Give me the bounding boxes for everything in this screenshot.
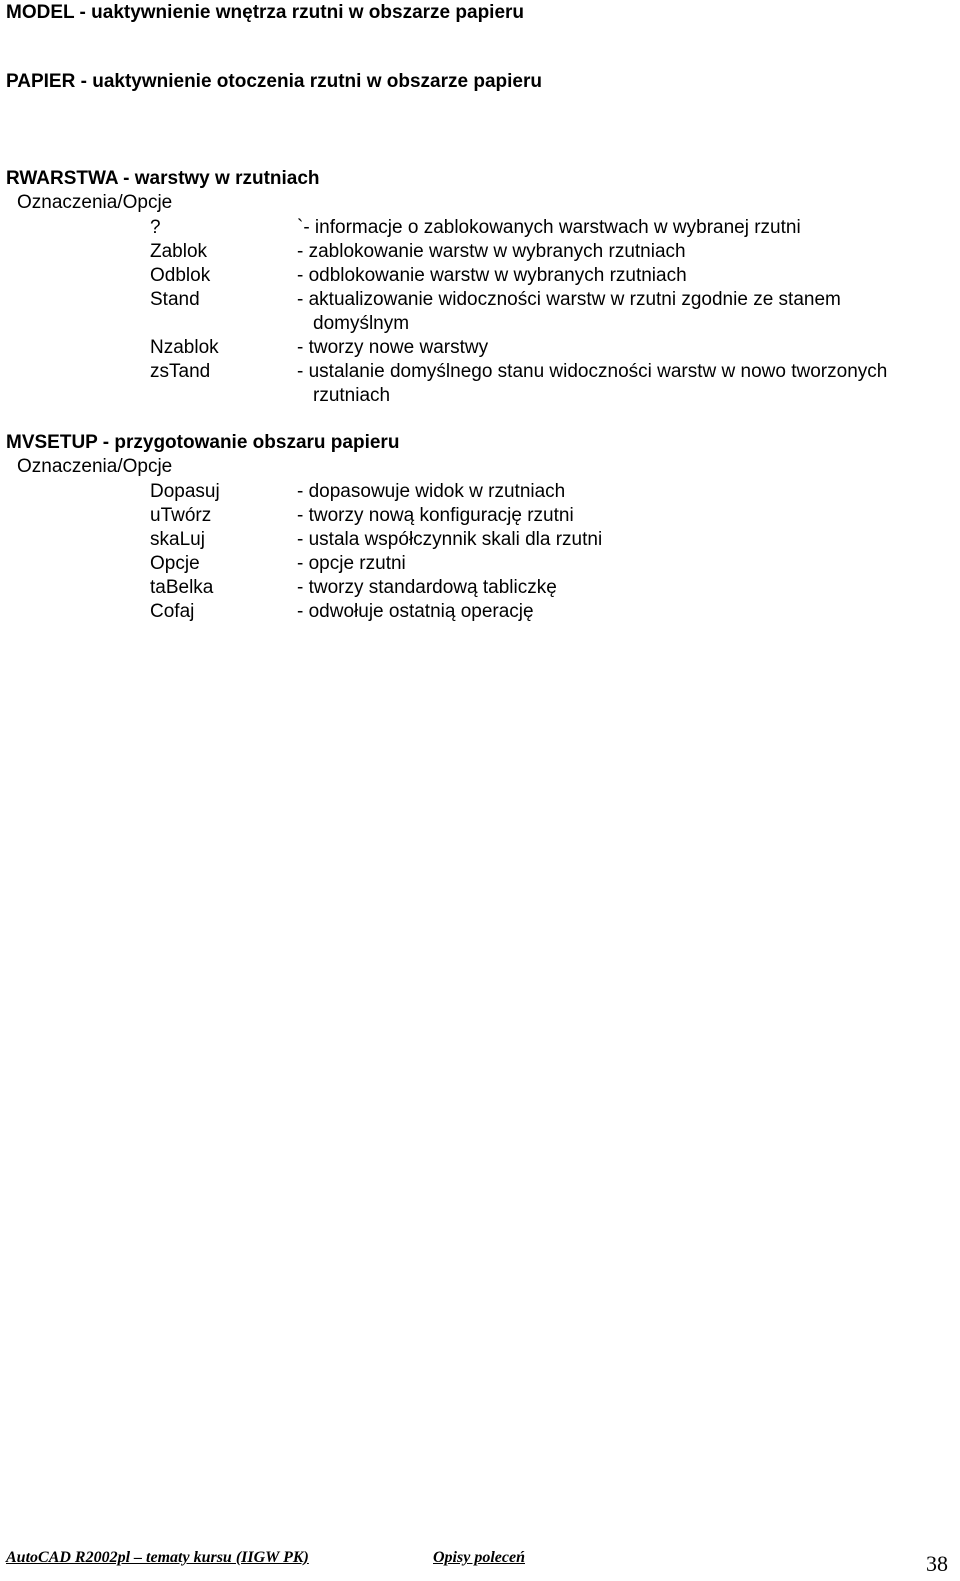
mvsetup-option-key: taBelka	[150, 577, 214, 598]
mvsetup-option-key: Opcje	[150, 553, 200, 574]
heading-papier: PAPIER - uaktywnienie otoczenia rzutni w obszarze papieru	[6, 71, 542, 92]
rwarstwa-option-desc: - ustalanie domyślnego stanu widoczności warstw w nowo tworzonych	[297, 361, 888, 382]
mvsetup-option-desc: - tworzy nową konfigurację rzutni	[297, 505, 574, 526]
mvsetup-option-key: uTwórz	[150, 505, 212, 526]
rwarstwa-option-key: zsTand	[150, 361, 211, 382]
rwarstwa-option-key: Zablok	[150, 241, 208, 262]
rwarstwa-option-desc: - tworzy nowe warstwy	[297, 337, 489, 358]
rwarstwa-option-key: Odblok	[150, 265, 211, 286]
rwarstwa-options-label: Oznaczenia/Opcje	[17, 192, 173, 213]
mvsetup-option-key: Cofaj	[150, 601, 195, 622]
mvsetup-option-key: Dopasuj	[150, 481, 220, 502]
heading-rwarstwa: RWARSTWA - warstwy w rzutniach	[6, 168, 320, 189]
rwarstwa-option-key: ?	[150, 217, 161, 238]
mvsetup-option-key: skaLuj	[150, 529, 205, 550]
rwarstwa-option-desc: `- informacje o zablokowanych warstwach w wybranej rzutni	[297, 217, 801, 238]
rwarstwa-option-desc: - aktualizowanie widoczności warstw w rzutni zgodnie ze stanem	[297, 289, 841, 310]
heading-model: MODEL - uaktywnienie wnętrza rzutni w obszarze papieru	[6, 2, 525, 23]
rwarstwa-option-desc-continued: rzutniach	[313, 385, 391, 406]
rwarstwa-option-desc: - zablokowanie warstw w wybranych rzutniach	[297, 241, 686, 262]
rwarstwa-option-key: Nzablok	[150, 337, 219, 358]
mvsetup-option-desc: - dopasowuje widok w rzutniach	[297, 481, 566, 502]
footer-course-title: AutoCAD R2002pl – tematy kursu (IIGW PK)	[6, 1549, 309, 1566]
page-number: 38	[926, 1551, 948, 1576]
mvsetup-option-desc: - ustala współczynnik skali dla rzutni	[297, 529, 603, 550]
mvsetup-option-desc: - tworzy standardową tabliczkę	[297, 577, 557, 598]
heading-mvsetup: MVSETUP - przygotowanie obszaru papieru	[6, 432, 400, 453]
mvsetup-option-desc: - opcje rzutni	[297, 553, 406, 574]
rwarstwa-option-key: Stand	[150, 289, 200, 310]
rwarstwa-option-desc-continued: domyślnym	[313, 313, 410, 334]
rwarstwa-option-desc: - odblokowanie warstw w wybranych rzutniach	[297, 265, 687, 286]
footer-section-title: Opisy poleceń	[433, 1549, 525, 1566]
mvsetup-option-desc: - odwołuje ostatnią operację	[297, 601, 534, 622]
mvsetup-options-label: Oznaczenia/Opcje	[17, 456, 173, 477]
